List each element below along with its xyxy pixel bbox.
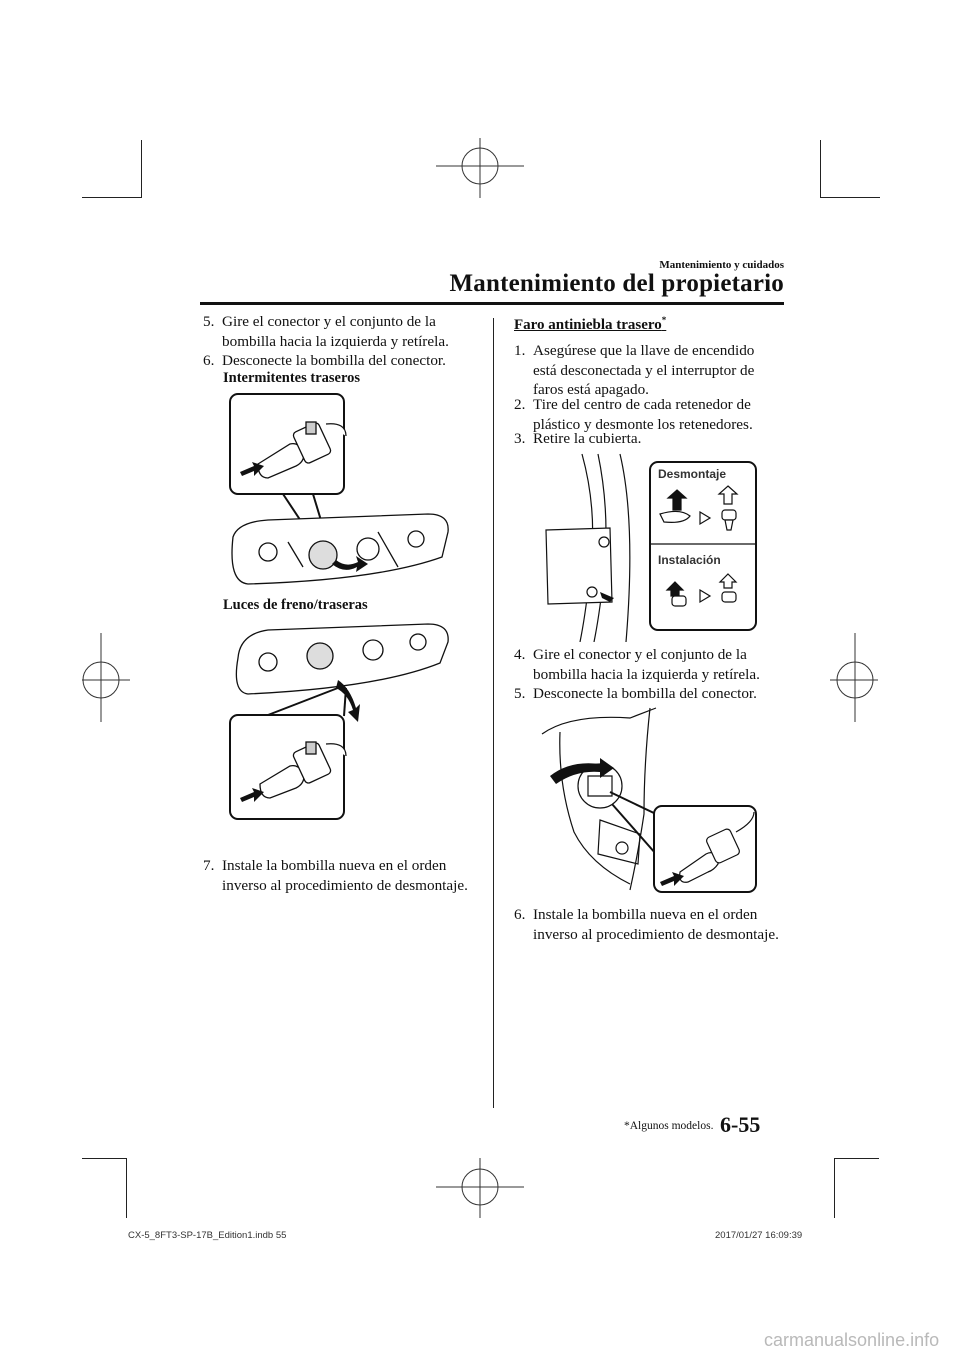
installation-label: Instalación [658, 553, 721, 567]
step-text: Desconecte la bombilla del conector. [222, 352, 446, 369]
watermark: carmanualsonline.info [764, 1330, 940, 1350]
fog-lamp-bulb-illustration [540, 704, 760, 894]
right-step-5 [514, 684, 779, 704]
step-text: Asegúrese que la llave de encendido está desconectada y el interruptor de faros está apagado. [533, 342, 755, 398]
header-rule [200, 302, 784, 305]
rear-fog-title-text: Faro antiniebla trasero [514, 317, 662, 333]
footnote: *Algunos modelos. [624, 1120, 714, 1132]
step-text: Desconecte la bombilla del conector. [533, 685, 757, 702]
step-number: 7. [203, 857, 215, 874]
right-step-3 [514, 429, 779, 449]
step-number: 4. [514, 646, 526, 663]
left-step-7 [203, 856, 473, 895]
turn-signal-illustration [228, 392, 453, 602]
column-divider [493, 318, 494, 1108]
step-number: 6. [514, 906, 526, 923]
optional-marker: * [661, 315, 667, 325]
step-number: 6. [203, 352, 215, 369]
rear-fog-title [514, 315, 666, 334]
chapter-title: Mantenimiento y cuidados [659, 259, 784, 271]
left-step-6 [203, 351, 473, 371]
step-number: 5. [514, 685, 526, 702]
step-text: Instale la bombilla nueva en el orden inverso al procedimiento de desmontaje. [222, 857, 468, 894]
left-step-5 [203, 312, 473, 351]
brake-tail-illustration [228, 618, 453, 850]
label-turn-signals: Intermitentes traseros [223, 370, 361, 386]
step-number: 3. [514, 430, 526, 447]
right-step-6 [514, 905, 779, 944]
print-slug-date: 2017/01/27 16:09:39 [715, 1230, 803, 1241]
step-number: 1. [514, 342, 526, 359]
print-slug-file: CX-5_8FT3-SP-17B_Edition1.indb 55 [128, 1230, 287, 1241]
step-text: Instale la bombilla nueva en el orden inverso al procedimiento de desmontaje. [533, 906, 779, 943]
cover-removal-illustration [540, 452, 760, 642]
step-text: Gire el conector y el conjunto de la bombilla hacia la izquierda y retírela. [533, 646, 760, 683]
step-text: Retire la cubierta. [533, 430, 642, 447]
section-title: Mantenimiento del propietario [449, 270, 784, 297]
step-text: Gire el conector y el conjunto de la bombilla hacia la izquierda y retírela. [222, 313, 449, 350]
page-number: 6-55 [720, 1112, 761, 1137]
removal-label: Desmontaje [658, 467, 727, 481]
step-number: 5. [203, 313, 215, 330]
step-number: 2. [514, 396, 526, 413]
label-brake-tail: Luces de freno/traseras [223, 597, 368, 613]
step-text: Tire del centro de cada retenedor de plástico y desmonte los retenedores. [533, 396, 753, 433]
right-step-4 [514, 645, 779, 684]
right-step-1 [514, 341, 779, 400]
